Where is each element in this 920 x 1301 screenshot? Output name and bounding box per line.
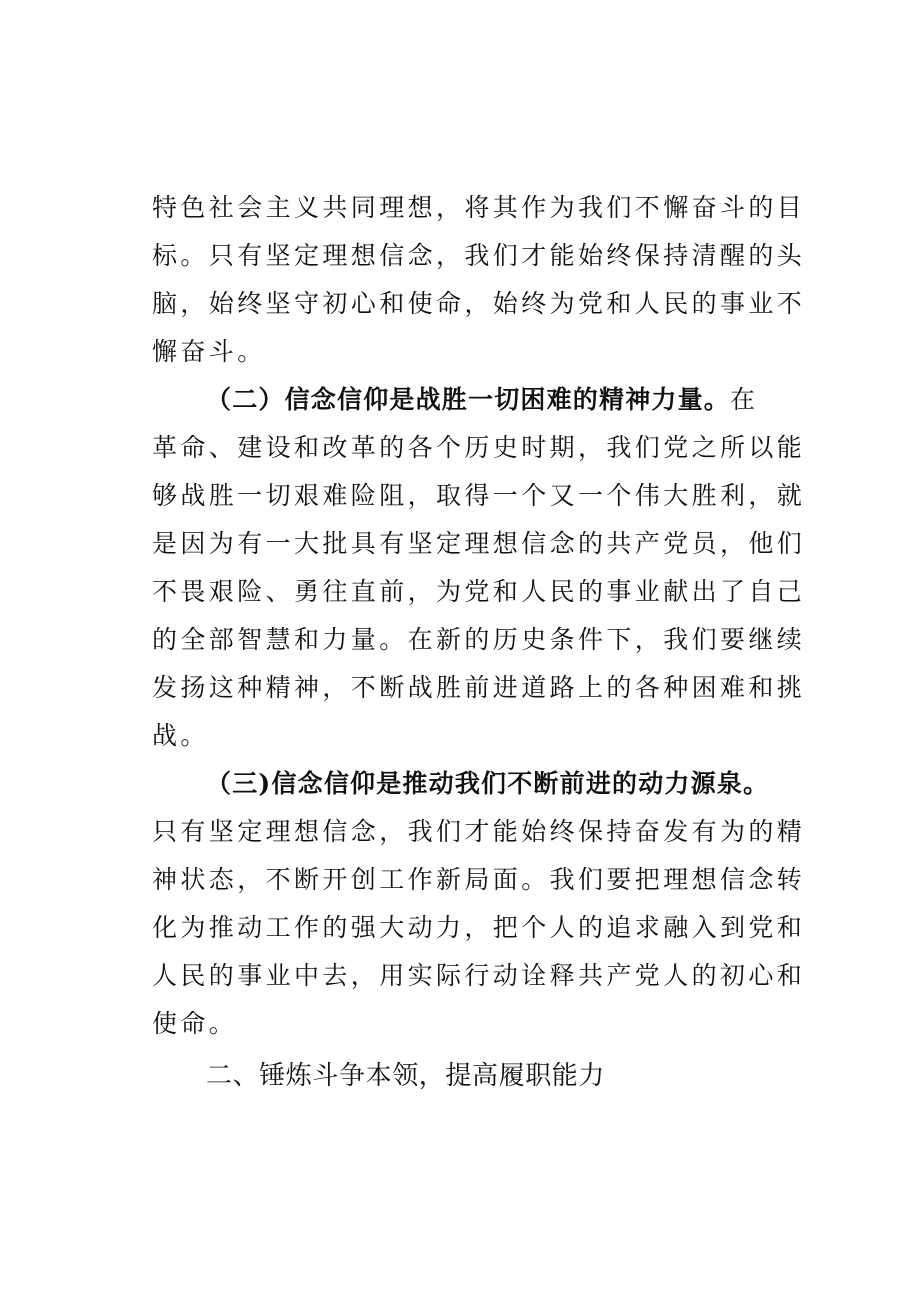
paragraph-line: 神状态，不断开创工作新局面。我们要把理想信念转: [152, 865, 806, 894]
paragraph-line: 革命、建设和改革的各个历史时期，我们党之所以能: [152, 433, 806, 462]
paragraph-line: 使命。: [152, 1009, 238, 1038]
subheading-three: （三)信念信仰是推动我们不断前进的动力源泉。: [206, 769, 770, 798]
paragraph-line: 人民的事业中去，用实际行动诠释共产党人的初心和: [152, 961, 806, 990]
paragraph-line: 够战胜一切艰难险阻，取得一个又一个伟大胜利，就: [152, 481, 806, 510]
paragraph-line: 是因为有一大批具有坚定理想信念的共产党员，他们: [152, 529, 806, 558]
paragraph-line: 懈奋斗。: [152, 337, 266, 366]
paragraph-line: 特色社会主义共同理想，将其作为我们不懈奋斗的目: [152, 193, 806, 222]
paragraph-line: 标。只有坚定理想信念，我们才能始终保持清醒的头: [152, 241, 806, 270]
subheading-two: （二）信念信仰是战胜一切困难的精神力量。: [206, 385, 731, 414]
paragraph-line: 不畏艰险、勇往直前，为党和人民的事业献出了自己: [152, 577, 806, 606]
paragraph-line: 只有坚定理想信念，我们才能始终保持奋发有为的精: [152, 817, 806, 846]
paragraph-line: 发扬这种精神，不断战胜前进道路上的各种困难和挑: [152, 673, 806, 702]
paragraph-tail: 在: [730, 385, 759, 414]
paragraph-line: 战。: [152, 721, 209, 750]
section-heading: 二、锤炼斗争本领，提高履职能力: [206, 1061, 606, 1091]
paragraph-line: 脑，始终坚守初心和使命，始终为党和人民的事业不: [152, 289, 806, 318]
paragraph-line: 的全部智慧和力量。在新的历史条件下，我们要继续: [152, 625, 806, 654]
subheading-line: [206, 384, 826, 416]
paragraph-line: 化为推动工作的强大动力，把个人的追求融入到党和: [152, 913, 806, 942]
